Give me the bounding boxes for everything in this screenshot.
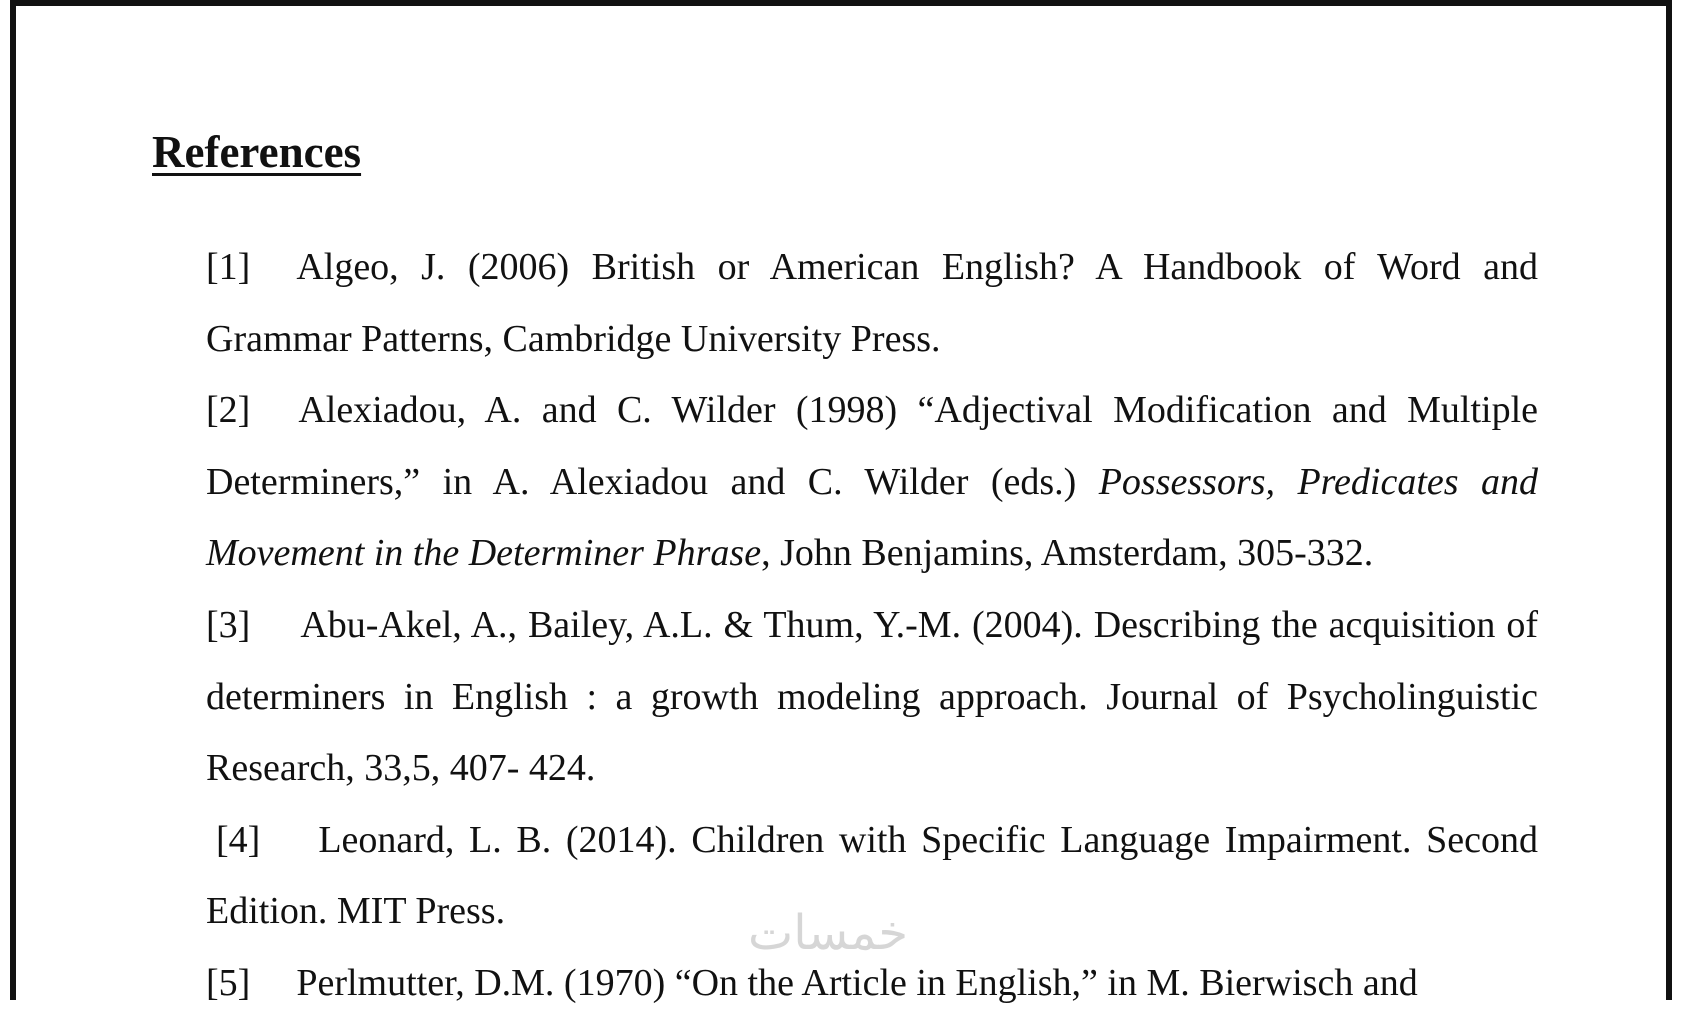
reference-item-1	[206, 232, 1538, 375]
reference-text: Perlmutter, D.M. (1970) “On the Article in English,” in M. Bierwisch and	[296, 961, 1418, 1004]
reference-number: [2]	[206, 389, 251, 432]
reference-list	[206, 232, 1538, 1020]
reference-item-2	[206, 375, 1538, 590]
reference-number: [1]	[206, 246, 251, 288]
reference-number: [3]	[206, 603, 251, 646]
reference-item-3	[206, 590, 1538, 805]
references-heading: References	[152, 127, 362, 177]
reference-text: Leonard, L. B. (2014). Children with Specific Language Impairment. Second Edition. MIT Press.	[206, 818, 1538, 933]
reference-text: Algeo, J. (2006) British or American English? A Handbook of Word and Grammar Patterns, Cambridge University Press.	[206, 246, 1538, 360]
reference-number: [5]	[206, 961, 251, 1004]
watermark-logo: خمسات	[748, 905, 909, 961]
reference-text: Abu-Akel, A., Bailey, A.L. & Thum, Y.-M. (2004). Describing the acquisition of determiners in English : a growth modeling approach. Journal of Psycholinguistic Research, 33,5, 407- 424.	[206, 603, 1538, 790]
reference-text-end: , John Benjamins, Amsterdam, 305-332.	[761, 532, 1374, 575]
reference-text: Alexiadou, A. and C. Wilder (1998) “Adjectival Modification and Multiple Determiners,” in A. Alexiadou and C. Wilder (eds.)	[206, 389, 1538, 503]
reference-book-title: Possessors, Predicates and Movement in the Determiner Phrase	[206, 460, 1538, 575]
reference-number: [4]	[216, 818, 261, 861]
